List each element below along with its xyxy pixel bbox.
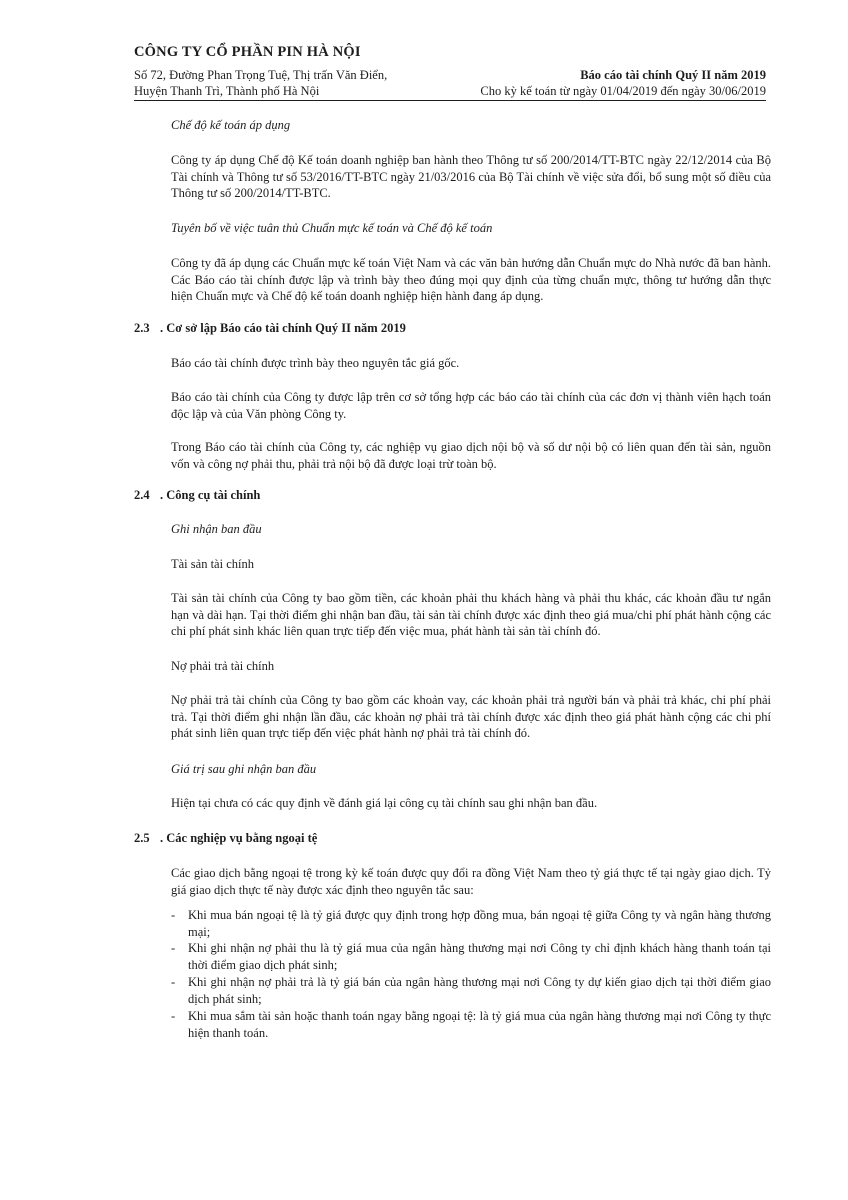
list-item bbox=[171, 1008, 771, 1041]
accounting-regime-paragraph: Công ty áp dụng Chế độ Kế toán doanh nghiệp ban hành theo Thông tư số 200/2014/TT-BTC ngày 22/12/2014 của Bộ Tài chính và Thông tư số 53/2016/TT-BTC ngày 21/03/2016 của Bộ Tài chính về việc sửa đổi, bổ sung một số điều của Thông tư số 200/2014/TT-BTC. bbox=[171, 153, 771, 200]
header-divider bbox=[134, 100, 766, 101]
subsequent-measurement-heading: Giá trị sau ghi nhận ban đầu bbox=[171, 762, 317, 776]
compliance-paragraph: Công ty đã áp dụng các Chuẩn mực kế toán Việt Nam và các văn bản hướng dẫn Chuẩn mực do Nhà nước đã ban hành. Các Báo cáo tài chính được lập và trình bày theo đúng mọi quy định của từng chuẩn mực, thông tư hướng dẫn thực hiện Chuẩn mực và Chế độ kế toán doanh nghiệp hiện hành đang áp dụng. bbox=[171, 256, 771, 303]
financial-liabilities-label: Nợ phải trả tài chính bbox=[171, 659, 275, 673]
list-item bbox=[171, 907, 771, 940]
section-title: . Công cụ tài chính bbox=[160, 488, 261, 502]
section-number: 2.3 bbox=[134, 321, 150, 335]
section-2-3-paragraph-2: Báo cáo tài chính của Công ty được lập trên cơ sở tổng hợp các báo cáo tài chính của các đơn vị thành viên hạch toán độc lập và của Văn phòng Công ty. bbox=[171, 390, 771, 421]
section-2-3-heading bbox=[134, 321, 406, 336]
section-title: . Các nghiệp vụ bằng ngoại tệ bbox=[160, 831, 318, 845]
section-2-3-paragraph-3: Trong Báo cáo tài chính của Công ty, các nghiệp vụ giao dịch nội bộ và số dư nội bộ có liên quan đến tài sản, nguồn vốn và công nợ phải thu, phải trả nội bộ đã được loại trừ toàn bộ. bbox=[171, 440, 771, 471]
section-2-4-heading bbox=[134, 488, 260, 503]
company-address-line2: Huyện Thanh Trì, Thành phố Hà Nội bbox=[134, 84, 320, 98]
initial-recognition-heading: Ghi nhận ban đầu bbox=[171, 522, 262, 536]
section-number: 2.4 bbox=[134, 488, 150, 502]
list-item bbox=[171, 974, 771, 1007]
list-item bbox=[171, 940, 771, 973]
section-2-5-heading bbox=[134, 831, 317, 846]
bullet-dash: - bbox=[171, 975, 176, 989]
financial-assets-paragraph: Tài sản tài chính của Công ty bao gồm tiền, các khoản phải thu khách hàng và phải thu khác, các khoản đầu tư ngắn hạn và dài hạn. Tại thời điểm ghi nhận ban đầu, tài sản tài chính được xác định theo giá mua/chi phí phát hành cộng các chi phí phát sinh khác liên quan trực tiếp đến việc mua, phát hành tài sản tài chính đó. bbox=[171, 591, 771, 638]
company-address-line1: Số 72, Đường Phan Trọng Tuệ, Thị trấn Văn Điển, bbox=[134, 68, 388, 82]
list-item-text: Khi mua sắm tài sản hoặc thanh toán ngay bằng ngoại tệ: là tỷ giá mua của ngân hàng thương mại nơi Công ty thực hiện thanh toán. bbox=[188, 1009, 771, 1040]
compliance-heading: Tuyên bố về việc tuân thủ Chuẩn mực kế toán và Chế độ kế toán bbox=[171, 221, 493, 235]
financial-liabilities-paragraph: Nợ phải trả tài chính của Công ty bao gồm các khoản vay, các khoản phải trả người bán và phải trả khác, chi phí phải trả. Tại thời điểm ghi nhận lần đầu, các khoản nợ phải trả tài chính được xác định theo giá phát hành cộng các chi phí phát sinh liên quan trực tiếp đến việc phát hành nợ phải trả tài chính đó. bbox=[171, 693, 771, 740]
bullet-dash: - bbox=[171, 908, 176, 922]
company-name: CÔNG TY CỔ PHẦN PIN HÀ NỘI bbox=[134, 44, 361, 60]
list-item-text: Khi mua bán ngoại tệ là tỷ giá được quy định trong hợp đồng mua, bán ngoại tệ giữa Công ty và ngân hàng thương mại; bbox=[188, 908, 771, 939]
list-item-text: Khi ghi nhận nợ phải trả là tỷ giá bán của ngân hàng thương mại nơi Công ty dự kiến giao dịch tại thời điểm giao dịch phát sinh; bbox=[188, 975, 771, 1006]
section-2-5-intro: Các giao dịch bằng ngoại tệ trong kỳ kế toán được quy đổi ra đồng Việt Nam theo tỷ giá thực tế tại ngày giao dịch. Tỷ giá giao dịch thực tế này được xác định theo nguyên tắc sau: bbox=[171, 866, 771, 897]
bullet-dash: - bbox=[171, 1009, 176, 1023]
accounting-regime-heading: Chế độ kế toán áp dụng bbox=[171, 118, 291, 132]
subsequent-measurement-paragraph: Hiện tại chưa có các quy định về đánh giá lại công cụ tài chính sau ghi nhận ban đầu. bbox=[171, 796, 598, 810]
report-title: Báo cáo tài chính Quý II năm 2019 bbox=[580, 68, 766, 82]
section-2-3-paragraph-1: Báo cáo tài chính được trình bày theo nguyên tắc giá gốc. bbox=[171, 356, 460, 370]
bullet-dash: - bbox=[171, 941, 176, 955]
section-title: . Cơ sở lập Báo cáo tài chính Quý II năm 2019 bbox=[160, 321, 406, 335]
section-number: 2.5 bbox=[134, 831, 150, 845]
report-period: Cho kỳ kế toán từ ngày 01/04/2019 đến ngày 30/06/2019 bbox=[480, 84, 766, 98]
financial-assets-label: Tài sản tài chính bbox=[171, 557, 254, 571]
list-item-text: Khi ghi nhận nợ phải thu là tỷ giá mua của ngân hàng thương mại nơi Công ty chỉ định khách hàng thanh toán tại thời điểm giao dịch phát sinh; bbox=[188, 941, 771, 972]
